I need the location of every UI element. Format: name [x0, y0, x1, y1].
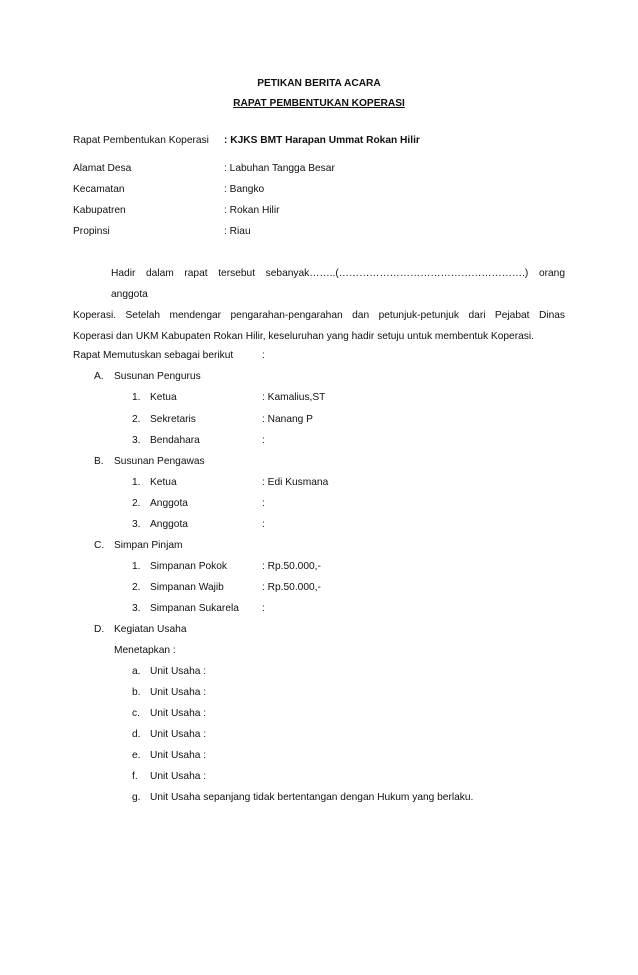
list-item-value: : Kamalius,ST — [262, 392, 326, 403]
list-item-letter: e. — [132, 750, 141, 761]
section-b-letter: B. — [94, 456, 104, 467]
list-item-value: : Edi Kusmana — [262, 477, 329, 488]
decision-colon: : — [262, 350, 265, 361]
list-item-label: Unit Usaha : — [150, 687, 207, 698]
list-item-label: Bendahara — [150, 435, 200, 446]
section-d-letter: D. — [94, 624, 105, 635]
list-item-letter: a. — [132, 666, 141, 677]
list-item-letter: g. — [132, 792, 141, 803]
list-item-letter: c. — [132, 708, 140, 719]
list-item-letter: b. — [132, 687, 141, 698]
info-value-propinsi: : Riau — [224, 226, 251, 237]
info-label-kabupaten: Kabupatren — [73, 205, 126, 216]
section-c-title: Simpan Pinjam — [114, 540, 183, 551]
list-item-label: Anggota — [150, 498, 188, 509]
list-item-number: 1. — [132, 392, 141, 403]
paragraph-line-3: Koperasi dan UKM Kabupaten Rokan Hilir, keseluruhan yang hadir setuju untuk membentuk Koperasi. — [73, 331, 534, 342]
paragraph-line-2: Koperasi. Setelah mendengar pengarahan-pengarahan dan petunjuk-petunjuk dari Pejabat Dinas — [73, 310, 565, 321]
info-label-rapat: Rapat Pembentukan Koperasi — [73, 135, 209, 146]
document-subtitle: RAPAT PEMBENTUKAN KOPERASI — [233, 98, 405, 109]
list-item-label: Simpanan Sukarela — [150, 603, 239, 614]
section-a-letter: A. — [94, 371, 104, 382]
list-item-value: : — [262, 435, 265, 446]
list-item-value: : — [262, 519, 265, 530]
list-item-number: 3. — [132, 435, 141, 446]
list-item-value: : Rp.50.000,- — [262, 561, 321, 572]
info-label-kecamatan: Kecamatan — [73, 184, 125, 195]
list-item-number: 1. — [132, 561, 141, 572]
list-item-number: 2. — [132, 582, 141, 593]
attendance-paragraph — [73, 263, 565, 347]
list-item-number: 1. — [132, 477, 141, 488]
section-c-letter: C. — [94, 540, 105, 551]
list-item-label: Unit Usaha : — [150, 750, 207, 761]
list-item-label: Simpanan Pokok — [150, 561, 228, 572]
list-item-label: Unit Usaha sepanjang tidak bertentangan dengan Hukum yang berlaku. — [150, 792, 474, 803]
list-item-label: Ketua — [150, 392, 177, 403]
section-a-title: Susunan Pengurus — [114, 371, 201, 382]
list-item-letter: d. — [132, 729, 141, 740]
list-item-value: : — [262, 498, 265, 509]
list-item-label: Unit Usaha : — [150, 729, 207, 740]
list-item-label: Anggota — [150, 519, 188, 530]
section-d-title: Kegiatan Usaha — [114, 624, 187, 635]
list-item-number: 2. — [132, 414, 141, 425]
section-d-subtitle: Menetapkan : — [114, 645, 176, 656]
paragraph-line-1: Hadir dalam rapat tersebut sebanyak……..(……………………………………………….) orang anggota — [111, 268, 565, 300]
list-item-label: Unit Usaha : — [150, 666, 207, 677]
info-value-desa: : Labuhan Tangga Besar — [224, 163, 335, 174]
list-item-label: Sekretaris — [150, 414, 196, 425]
list-item-label: Ketua — [150, 477, 177, 488]
list-item-label: Unit Usaha : — [150, 771, 207, 782]
decision-label: Rapat Memutuskan sebagai berikut — [73, 350, 234, 361]
section-b-title: Susunan Pengawas — [114, 456, 205, 467]
document-title: PETIKAN BERITA ACARA — [257, 78, 381, 89]
info-value-kecamatan: : Bangko — [224, 184, 265, 195]
list-item-value: : Nanang P — [262, 414, 313, 425]
list-item-number: 3. — [132, 603, 141, 614]
info-value-rapat: : KJKS BMT Harapan Ummat Rokan Hilir — [224, 135, 420, 146]
list-item-label: Simpanan Wajib — [150, 582, 224, 593]
list-item-number: 3. — [132, 519, 141, 530]
list-item-letter: f. — [132, 771, 138, 782]
info-label-desa: Alamat Desa — [73, 163, 132, 174]
info-value-kabupaten: : Rokan Hilir — [224, 205, 280, 216]
list-item-label: Unit Usaha : — [150, 708, 207, 719]
list-item-number: 2. — [132, 498, 141, 509]
list-item-value: : Rp.50.000,- — [262, 582, 321, 593]
list-item-value: : — [262, 603, 265, 614]
info-label-propinsi: Propinsi — [73, 226, 110, 237]
